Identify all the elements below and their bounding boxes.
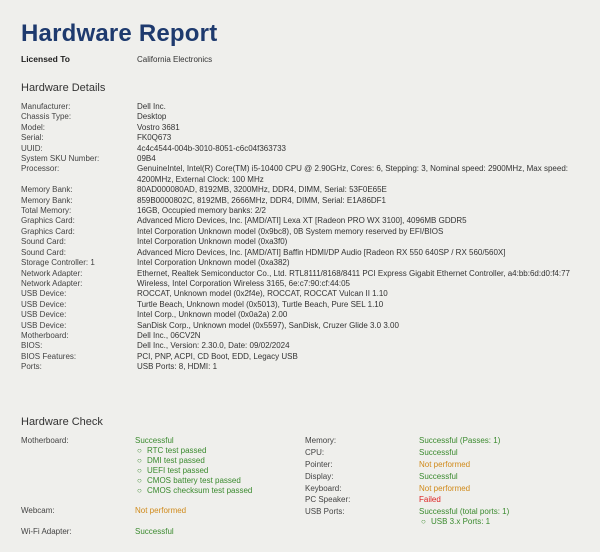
check-memory-label: Memory: xyxy=(305,436,337,445)
detail-value: Intel Corporation Unknown model (0xa3f0) xyxy=(137,237,288,247)
detail-label: Manufacturer: xyxy=(21,102,71,111)
detail-value: ROCCAT, Unknown model (0x2f4e), ROCCAT, ROCCAT Vulcan II 1.10 xyxy=(137,289,388,299)
check-pointer-label: Pointer: xyxy=(305,460,333,469)
bullet-icon: ○ xyxy=(137,456,142,465)
check-motherboard-status: Successful xyxy=(135,436,174,445)
detail-label: Processor: xyxy=(21,164,60,174)
motherboard-subtest xyxy=(137,476,252,486)
detail-row xyxy=(21,123,591,133)
bullet-icon: ○ xyxy=(421,517,426,526)
detail-row xyxy=(21,248,591,258)
subtest-text: CMOS battery test passed xyxy=(147,476,241,485)
detail-label: Network Adapter: xyxy=(21,278,83,288)
detail-label: Graphics Card: xyxy=(21,216,75,226)
detail-value: GenuineIntel, Intel(R) Core(TM) i5-10400 CPU @ 2.90GHz, Cores: 6, Stepping: 3, Nominal speed: 2900MHz, Max speed: 4200MHz, External Clock: 100 MHz xyxy=(137,164,568,184)
licensed-to-label: Licensed To xyxy=(21,54,70,64)
check-speaker-status: Failed xyxy=(419,495,441,504)
check-usb-subitem: ○ USB 3.x Ports: 1 xyxy=(421,517,491,526)
detail-label: Motherboard: xyxy=(21,330,69,340)
detail-value: Dell Inc., Version: 2.30.0, Date: 09/02/2024 xyxy=(137,341,290,351)
detail-value: Intel Corp., Unknown model (0x0a2a) 2.00 xyxy=(137,310,288,320)
check-cpu-label: CPU: xyxy=(305,448,325,457)
detail-row xyxy=(21,112,591,122)
detail-label: BIOS: xyxy=(21,341,43,351)
detail-value: Dell Inc., 06CV2N xyxy=(137,330,201,340)
detail-value: Intel Corporation Unknown model (0xa382) xyxy=(137,258,290,268)
detail-row xyxy=(21,102,591,112)
detail-label: Network Adapter: xyxy=(21,268,83,278)
detail-label: Graphics Card: xyxy=(21,226,75,236)
detail-row xyxy=(21,269,591,279)
detail-value: USB Ports: 8, HDMI: 1 xyxy=(137,362,218,372)
detail-label: Sound Card: xyxy=(21,237,66,247)
detail-row xyxy=(21,321,591,331)
check-display-label: Display: xyxy=(305,472,334,481)
bullet-icon: ○ xyxy=(137,466,142,475)
check-wifi-status: Successful xyxy=(135,527,174,536)
detail-value: 16GB, Occupied memory banks: 2/2 xyxy=(137,206,266,216)
detail-value: Ethernet, Realtek Semiconductor Co., Ltd. RTL8111/8168/8411 PCI Express Gigabit Ethernet Controller, a4:bb:6d:d0:f4:77 xyxy=(137,268,570,278)
detail-row xyxy=(21,216,591,226)
detail-row xyxy=(21,300,591,310)
motherboard-subtest xyxy=(137,446,252,456)
detail-row xyxy=(21,196,591,206)
check-pointer-status: Not performed xyxy=(419,460,471,469)
motherboard-subtests xyxy=(137,446,252,496)
detail-row xyxy=(21,227,591,237)
check-motherboard-label: Motherboard: xyxy=(21,436,69,445)
detail-row xyxy=(21,206,591,216)
detail-label: BIOS Features: xyxy=(21,351,77,361)
detail-row xyxy=(21,352,591,362)
detail-value: Desktop xyxy=(137,112,167,122)
detail-label: USB Device: xyxy=(21,299,67,309)
motherboard-subtest xyxy=(137,466,252,476)
check-webcam-status: Not performed xyxy=(135,506,187,515)
hardware-details-table xyxy=(21,102,591,373)
detail-value: Advanced Micro Devices, Inc. [AMD/ATI] Baffin HDMI/DP Audio [Radeon RX 550 640SP / RX 560/560X] xyxy=(137,247,506,257)
subtest-text: CMOS checksum test passed xyxy=(147,486,253,495)
detail-label: Memory Bank: xyxy=(21,195,73,205)
detail-label: Ports: xyxy=(21,362,42,372)
detail-value: Dell Inc. xyxy=(137,102,166,111)
subtest-text: RTC test passed xyxy=(147,446,207,455)
detail-value: Intel Corporation Unknown model (0x9bc8), 0B System memory reserved by EFI/BIOS xyxy=(137,226,444,236)
check-keyboard-status: Not performed xyxy=(419,484,471,493)
licensed-to-value: California Electronics xyxy=(137,55,213,64)
detail-label: Total Memory: xyxy=(21,206,72,216)
detail-label: USB Device: xyxy=(21,320,67,330)
check-usb-label: USB Ports: xyxy=(305,507,345,516)
detail-value: SanDisk Corp., Unknown model (0x5597), SanDisk, Cruzer Glide 3.0 3.00 xyxy=(137,320,399,330)
detail-row xyxy=(21,164,591,185)
check-speaker-label: PC Speaker: xyxy=(305,495,351,504)
detail-row xyxy=(21,341,591,351)
detail-label: Model: xyxy=(21,122,46,132)
detail-row xyxy=(21,154,591,164)
detail-row xyxy=(21,133,591,143)
detail-value: Wireless, Intel Corporation Wireless 3165, 6e:c7:90:cf:44:05 xyxy=(137,278,350,288)
detail-label: Chassis Type: xyxy=(21,112,72,122)
detail-row xyxy=(21,289,591,299)
check-webcam-label: Webcam: xyxy=(21,506,55,515)
detail-row xyxy=(21,258,591,268)
bullet-icon: ○ xyxy=(137,476,142,485)
detail-label: Sound Card: xyxy=(21,247,66,257)
detail-value: 09B4 xyxy=(137,154,156,164)
detail-label: System SKU Number: xyxy=(21,154,100,164)
detail-row xyxy=(21,279,591,289)
check-cpu-status: Successful xyxy=(419,448,458,457)
hardware-check-panel xyxy=(21,436,591,546)
detail-row xyxy=(21,331,591,341)
detail-value: 859B0000802C, 8192MB, 2666MHz, DDR4, DIMM, Serial: E1A86DF1 xyxy=(137,195,387,205)
detail-row xyxy=(21,362,591,372)
detail-row xyxy=(21,144,591,154)
motherboard-subtest xyxy=(137,456,252,466)
check-wifi-label: Wi-Fi Adapter: xyxy=(21,527,72,536)
hardware-check-heading: Hardware Check xyxy=(21,416,103,428)
bullet-icon: ○ xyxy=(137,486,142,495)
detail-label: USB Device: xyxy=(21,289,67,299)
detail-value: 80AD000080AD, 8192MB, 3200MHz, DDR4, DIMM, Serial: 53F0E65E xyxy=(137,185,387,195)
detail-value: Vostro 3681 xyxy=(137,122,180,132)
check-memory-status: Successful (Passes: 1) xyxy=(419,436,501,445)
detail-value: 4c4c4544-004b-3010-8051-c6c04f363733 xyxy=(137,143,287,153)
check-display-status: Successful xyxy=(419,472,458,481)
detail-label: Storage Controller: 1 xyxy=(21,258,95,268)
hardware-details-heading: Hardware Details xyxy=(21,82,106,94)
detail-value: PCI, PNP, ACPI, CD Boot, EDD, Legacy USB xyxy=(137,351,298,361)
detail-label: UUID: xyxy=(21,143,43,153)
motherboard-subtest xyxy=(137,486,252,496)
detail-label: USB Device: xyxy=(21,310,67,320)
detail-row xyxy=(21,237,591,247)
subtest-text: UEFI test passed xyxy=(147,466,209,475)
check-usb-status: Successful (total ports: 1) xyxy=(419,507,510,516)
detail-row xyxy=(21,310,591,320)
detail-value: Advanced Micro Devices, Inc. [AMD/ATI] Lexa XT [Radeon PRO WX 3100], 4096MB GDDR5 xyxy=(137,216,467,226)
bullet-icon: ○ xyxy=(137,446,142,455)
detail-label: Memory Bank: xyxy=(21,185,73,195)
subtest-text: DMI test passed xyxy=(147,456,205,465)
report-title: Hardware Report xyxy=(21,20,218,47)
check-keyboard-label: Keyboard: xyxy=(305,484,342,493)
detail-value: FK0Q673 xyxy=(137,133,172,143)
detail-row xyxy=(21,185,591,195)
detail-value: Turtle Beach, Unknown model (0x5013), Turtle Beach, Pure SEL 1.10 xyxy=(137,299,384,309)
detail-label: Serial: xyxy=(21,133,44,143)
